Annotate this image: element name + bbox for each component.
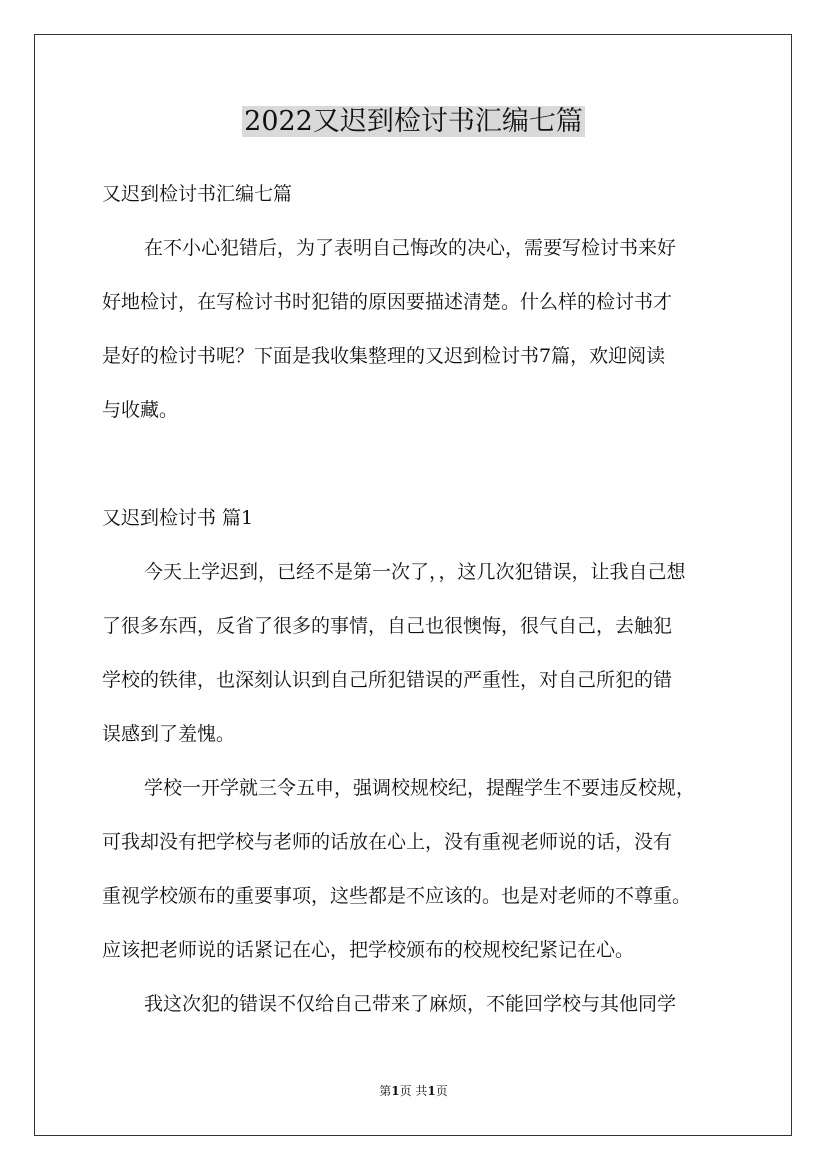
paragraph-line: 学校一开学就三令五申，强调校规校纪，提醒学生不要违反校规， bbox=[144, 777, 696, 799]
intro-line: 在不小心犯错后，为了表明自己悔改的决心，需要写检讨书来好 bbox=[144, 237, 677, 259]
intro-line: 与收藏。 bbox=[102, 399, 179, 421]
paragraph-line: 学校的铁律，也深刻认识到自己所犯错误的严重性，对自己所犯的错 bbox=[102, 669, 673, 691]
intro-line: 好地检讨，在写检讨书时犯错的原因要描述清楚。什么样的检讨书才 bbox=[102, 291, 673, 313]
paragraph-line: 可我却没有把学校与老师的话放在心上，没有重视老师说的话，没有 bbox=[102, 831, 673, 853]
footer-prefix: 第 bbox=[379, 1084, 392, 1098]
document-title-text: 2022又迟到检讨书汇编七篇 bbox=[244, 106, 583, 137]
footer-page-total: 1 bbox=[427, 1084, 436, 1098]
paragraph-line: 应该把老师说的话紧记在心，把学校颁布的校规校纪紧记在心。 bbox=[102, 939, 635, 961]
blank-line bbox=[102, 446, 742, 482]
footer-suffix: 页 bbox=[435, 1084, 448, 1098]
document-title bbox=[0, 104, 827, 140]
subtitle: 又迟到检讨书汇编七篇 bbox=[102, 183, 293, 205]
section-heading: 又迟到检讨书 篇1 bbox=[102, 507, 254, 529]
footer-page-current: 1 bbox=[391, 1084, 400, 1098]
footer-mid: 页 共 bbox=[399, 1084, 428, 1098]
intro-line: 是好的检讨书呢？下面是我收集整理的又迟到检讨书7篇，欢迎阅读 bbox=[102, 345, 666, 367]
paragraph-line: 今天上学迟到，已经不是第一次了，，这几次犯错误，让我自己想 bbox=[144, 561, 686, 583]
document-body bbox=[102, 176, 742, 1040]
page-footer bbox=[0, 1082, 827, 1100]
paragraph-line: 误感到了羞愧。 bbox=[102, 723, 236, 745]
paragraph-line: 了很多东西，反省了很多的事情，自己也很懊悔，很气自己，去触犯 bbox=[102, 615, 673, 637]
paragraph-line: 重视学校颁布的重要事项，这些都是不应该的。也是对老师的不尊重。 bbox=[102, 885, 692, 907]
paragraph-line: 我这次犯的错误不仅给自己带来了麻烦，不能回学校与其他同学 bbox=[144, 993, 677, 1015]
